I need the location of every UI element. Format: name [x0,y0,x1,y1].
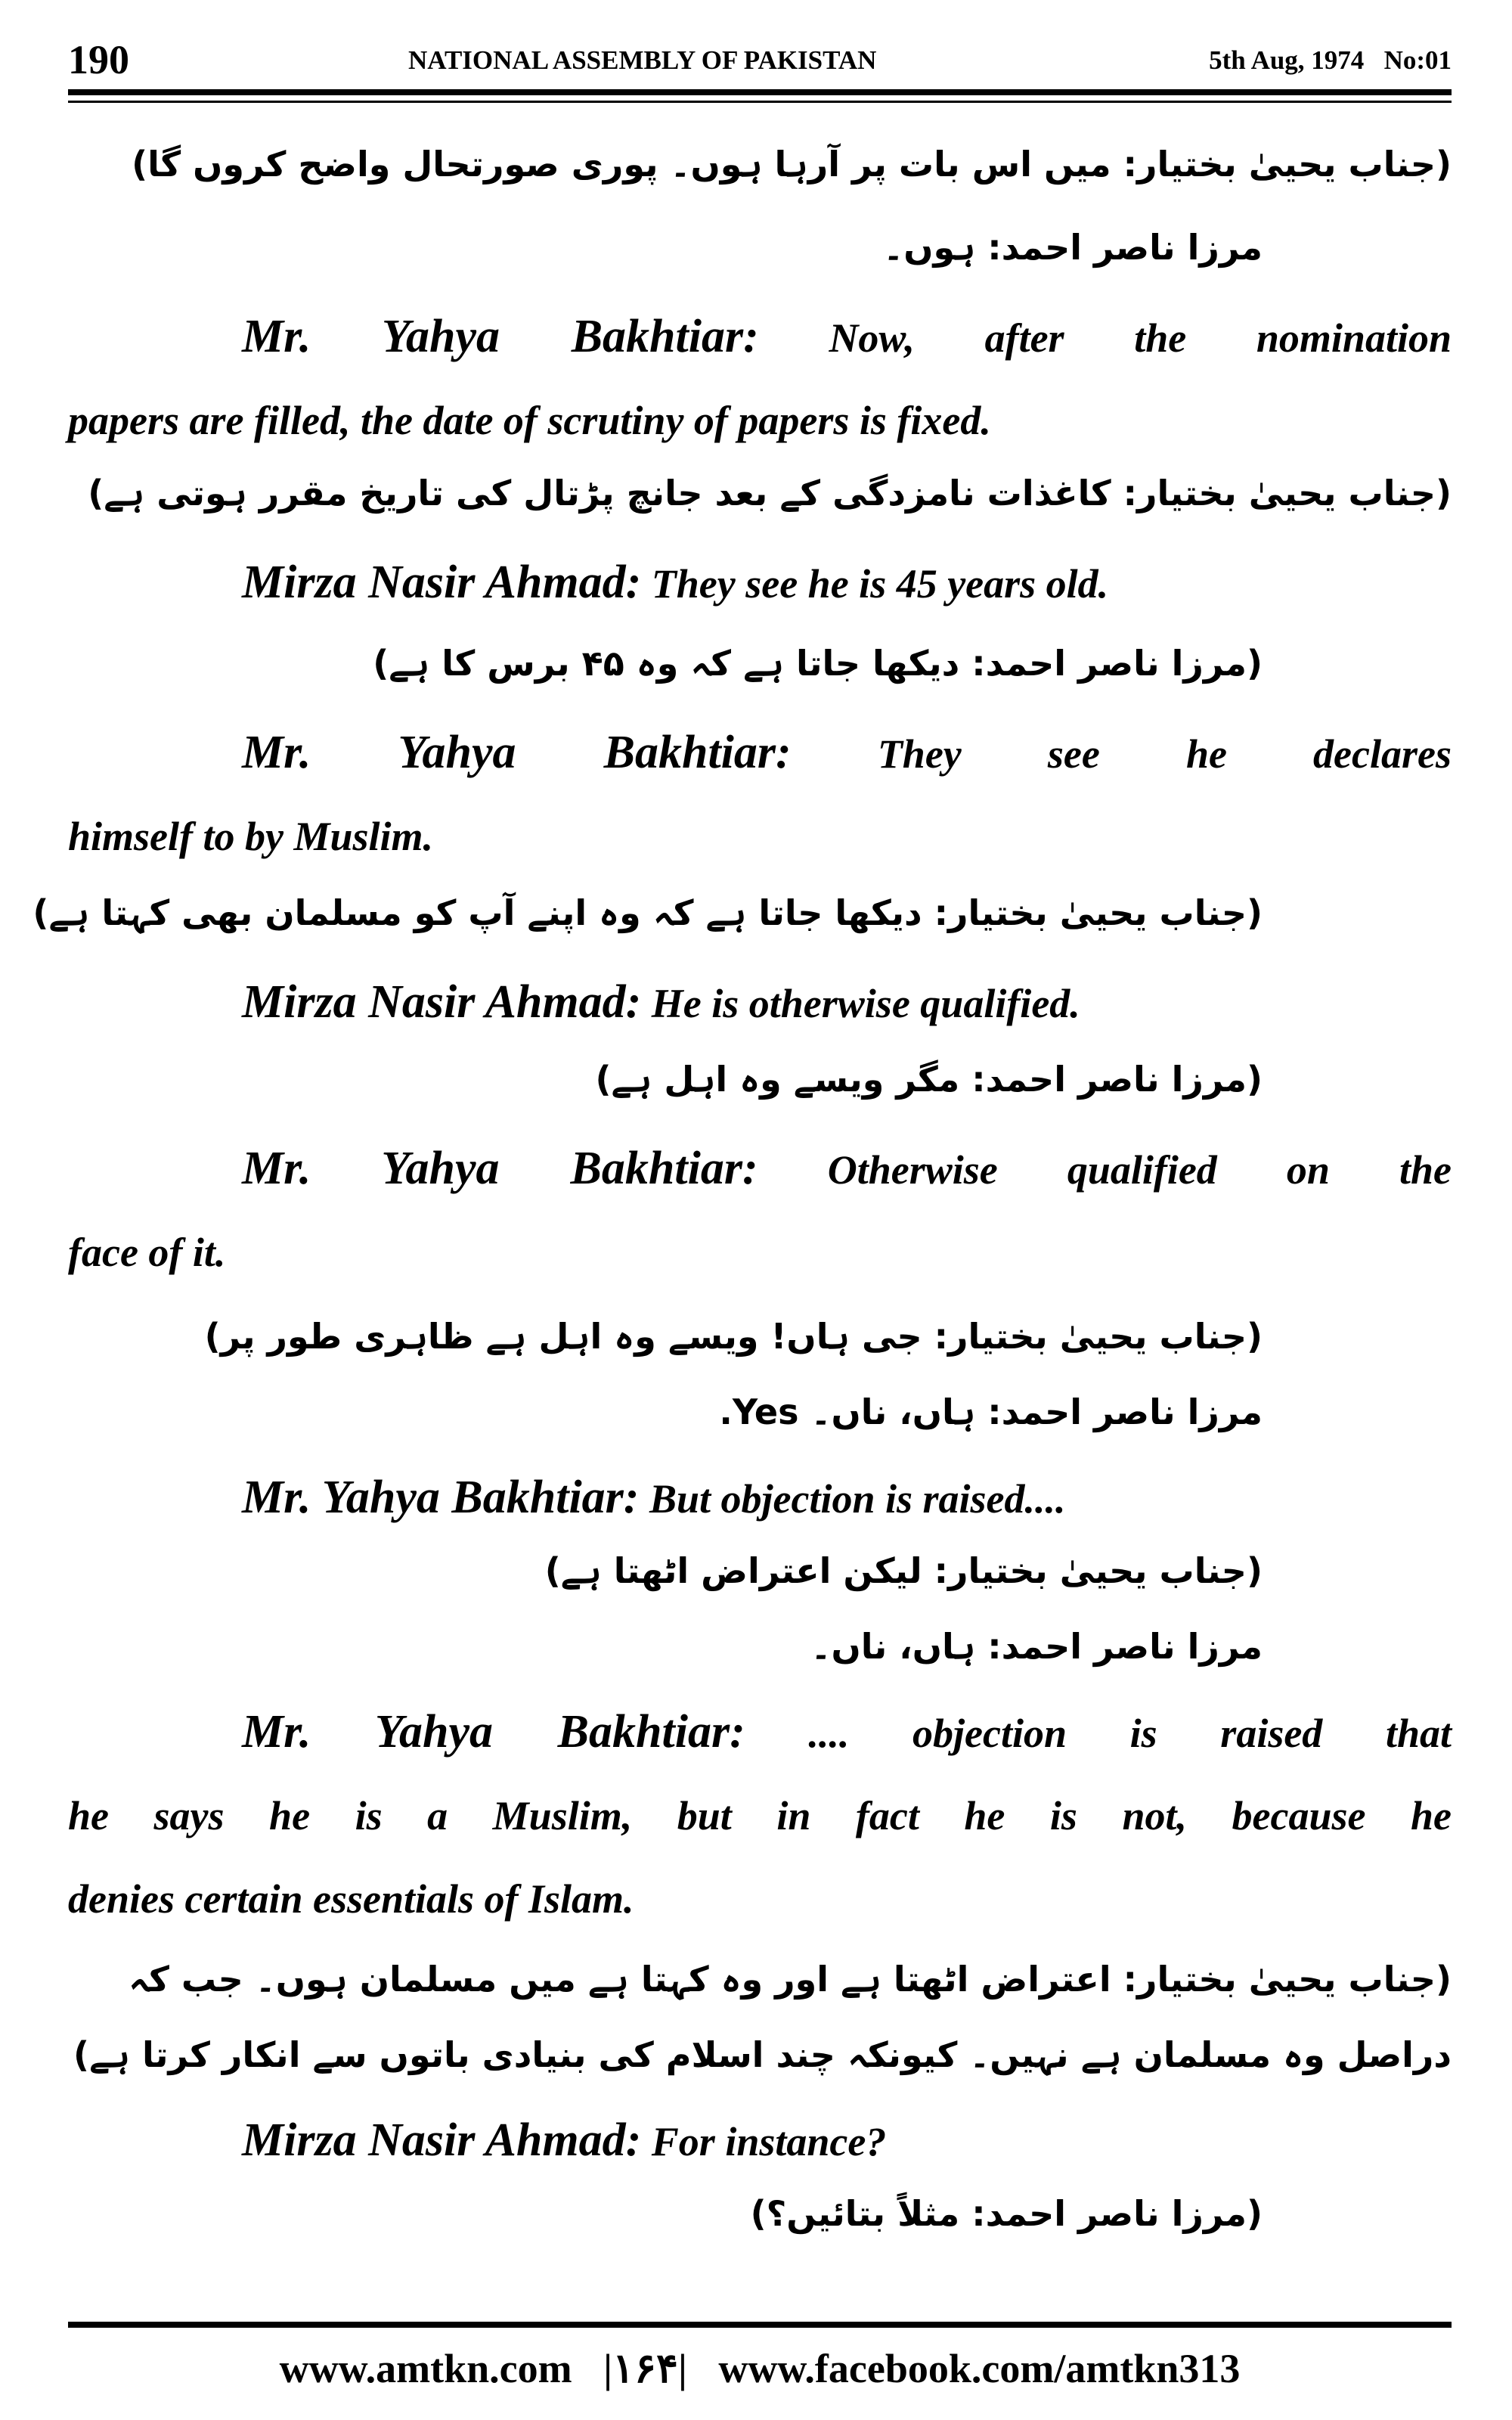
urdu-line-8: مرزا ناصر احمد: ہاں، ناں۔ Yes. [719,1392,1263,1432]
urdu-line-4: (مرزا ناصر احمد: دیکھا جاتا ہے کہ وہ ۴۵ برس کا ہے) [373,643,1263,684]
footer-website-link[interactable]: www.amtkn.com [279,2346,572,2391]
header-rule-thin [68,101,1452,103]
footer-page-number: |۱۶۴| [603,2346,687,2391]
page-number: 190 [68,37,129,82]
english-line-5: himself to by Muslim. [68,814,434,859]
footer-facebook-link[interactable]: www.facebook.com/amtkn313 [718,2346,1241,2391]
urdu-line-1: (جناب یحییٰ بختیار: میں اس بات پر آرہا ہوں۔ پوری صورتحال واضح کروں گا) [132,144,1452,185]
speech-text: He is otherwise qualified. [651,981,1080,1026]
speech-text: Now, after the nomination [829,315,1452,361]
speaker-name: Mirza Nasir Ahmad: [242,2114,642,2166]
header-number: No:01 [1383,45,1452,75]
footer-rule [68,2322,1452,2328]
speech-text: They see he declares [877,731,1452,777]
header-rule-thick [68,89,1452,95]
urdu-line-11: (جناب یحییٰ بختیار: اعتراض اٹھتا ہے اور وہ کہتا ہے میں مسلمان ہوں۔ جب کہ [129,1959,1452,2000]
speech-text: .... objection is raised that [808,1711,1452,1756]
speaker-name: Mr. Yahya Bakhtiar: [242,727,792,778]
speech-text: Otherwise qualified on the [827,1147,1452,1193]
speaker-name: Mirza Nasir Ahmad: [242,557,642,608]
english-line-13 [242,2114,1452,2167]
speech-text: For instance? [651,2119,887,2164]
speaker-name: Mr. Yahya Bakhtiar: [242,1706,745,1758]
urdu-line-5: (جناب یحییٰ بختیار: دیکھا جاتا ہے کہ وہ اپنے آپ کو مسلمان بھی کہتا ہے) [33,892,1263,933]
speech-text: They see he is 45 years old. [651,561,1109,607]
english-line-12: denies certain essentials of Islam. [68,1876,634,1922]
urdu-line-10: مرزا ناصر احمد: ہاں، ناں۔ [810,1626,1263,1667]
english-line-10 [242,1705,1452,1759]
header-meta [1209,45,1452,76]
english-line-6 [242,976,1452,1029]
english-line-9 [242,1471,1452,1525]
running-head: NATIONAL ASSEMBLY OF PAKISTAN [408,45,877,75]
speaker-name: Mr. Yahya Bakhtiar: [242,311,759,362]
urdu-line-13: (مرزا ناصر احمد: مثلاً بتائیں؟) [750,2193,1263,2234]
speaker-name: Mr. Yahya Bakhtiar: [242,1143,758,1194]
english-line-1 [242,310,1452,364]
english-line-8: face of it. [68,1230,226,1275]
english-line-4 [242,726,1452,780]
english-line-11: he says he is a Muslim, but in fact he is not, because he [68,1793,1452,1838]
english-line-3 [242,556,1452,610]
urdu-line-2: مرزا ناصر احمد: ہوں۔ [883,227,1263,268]
speaker-name: Mirza Nasir Ahmad: [242,976,642,1028]
speaker-name: Mr. Yahya Bakhtiar: [242,1472,640,1523]
page-footer [68,2344,1452,2392]
urdu-line-3: (جناب یحییٰ بختیار: کاغذات نامزدگی کے بعد جانچ پڑتال کی تاریخ مقرر ہوتی ہے) [88,473,1452,513]
speech-text: But objection is raised.... [649,1476,1066,1522]
urdu-line-9: (جناب یحییٰ بختیار: لیکن اعتراض اٹھتا ہے) [544,1550,1263,1591]
english-line-2: papers are filled, the date of scrutiny of papers is fixed. [68,398,991,443]
urdu-line-7: (جناب یحییٰ بختیار: جی ہاں! ویسے وہ اہل ہے ظاہری طور پر) [204,1316,1263,1357]
urdu-line-6: (مرزا ناصر احمد: مگر ویسے وہ اہل ہے) [595,1059,1263,1100]
page-header [68,36,1452,82]
header-date: 5th Aug, 1974 [1209,45,1365,75]
english-line-7 [242,1142,1452,1196]
urdu-line-12: دراصل وہ مسلمان ہے نہیں۔ کیونکہ چند اسلام کی بنیادی باتوں سے انکار کرتا ہے) [73,2034,1452,2075]
